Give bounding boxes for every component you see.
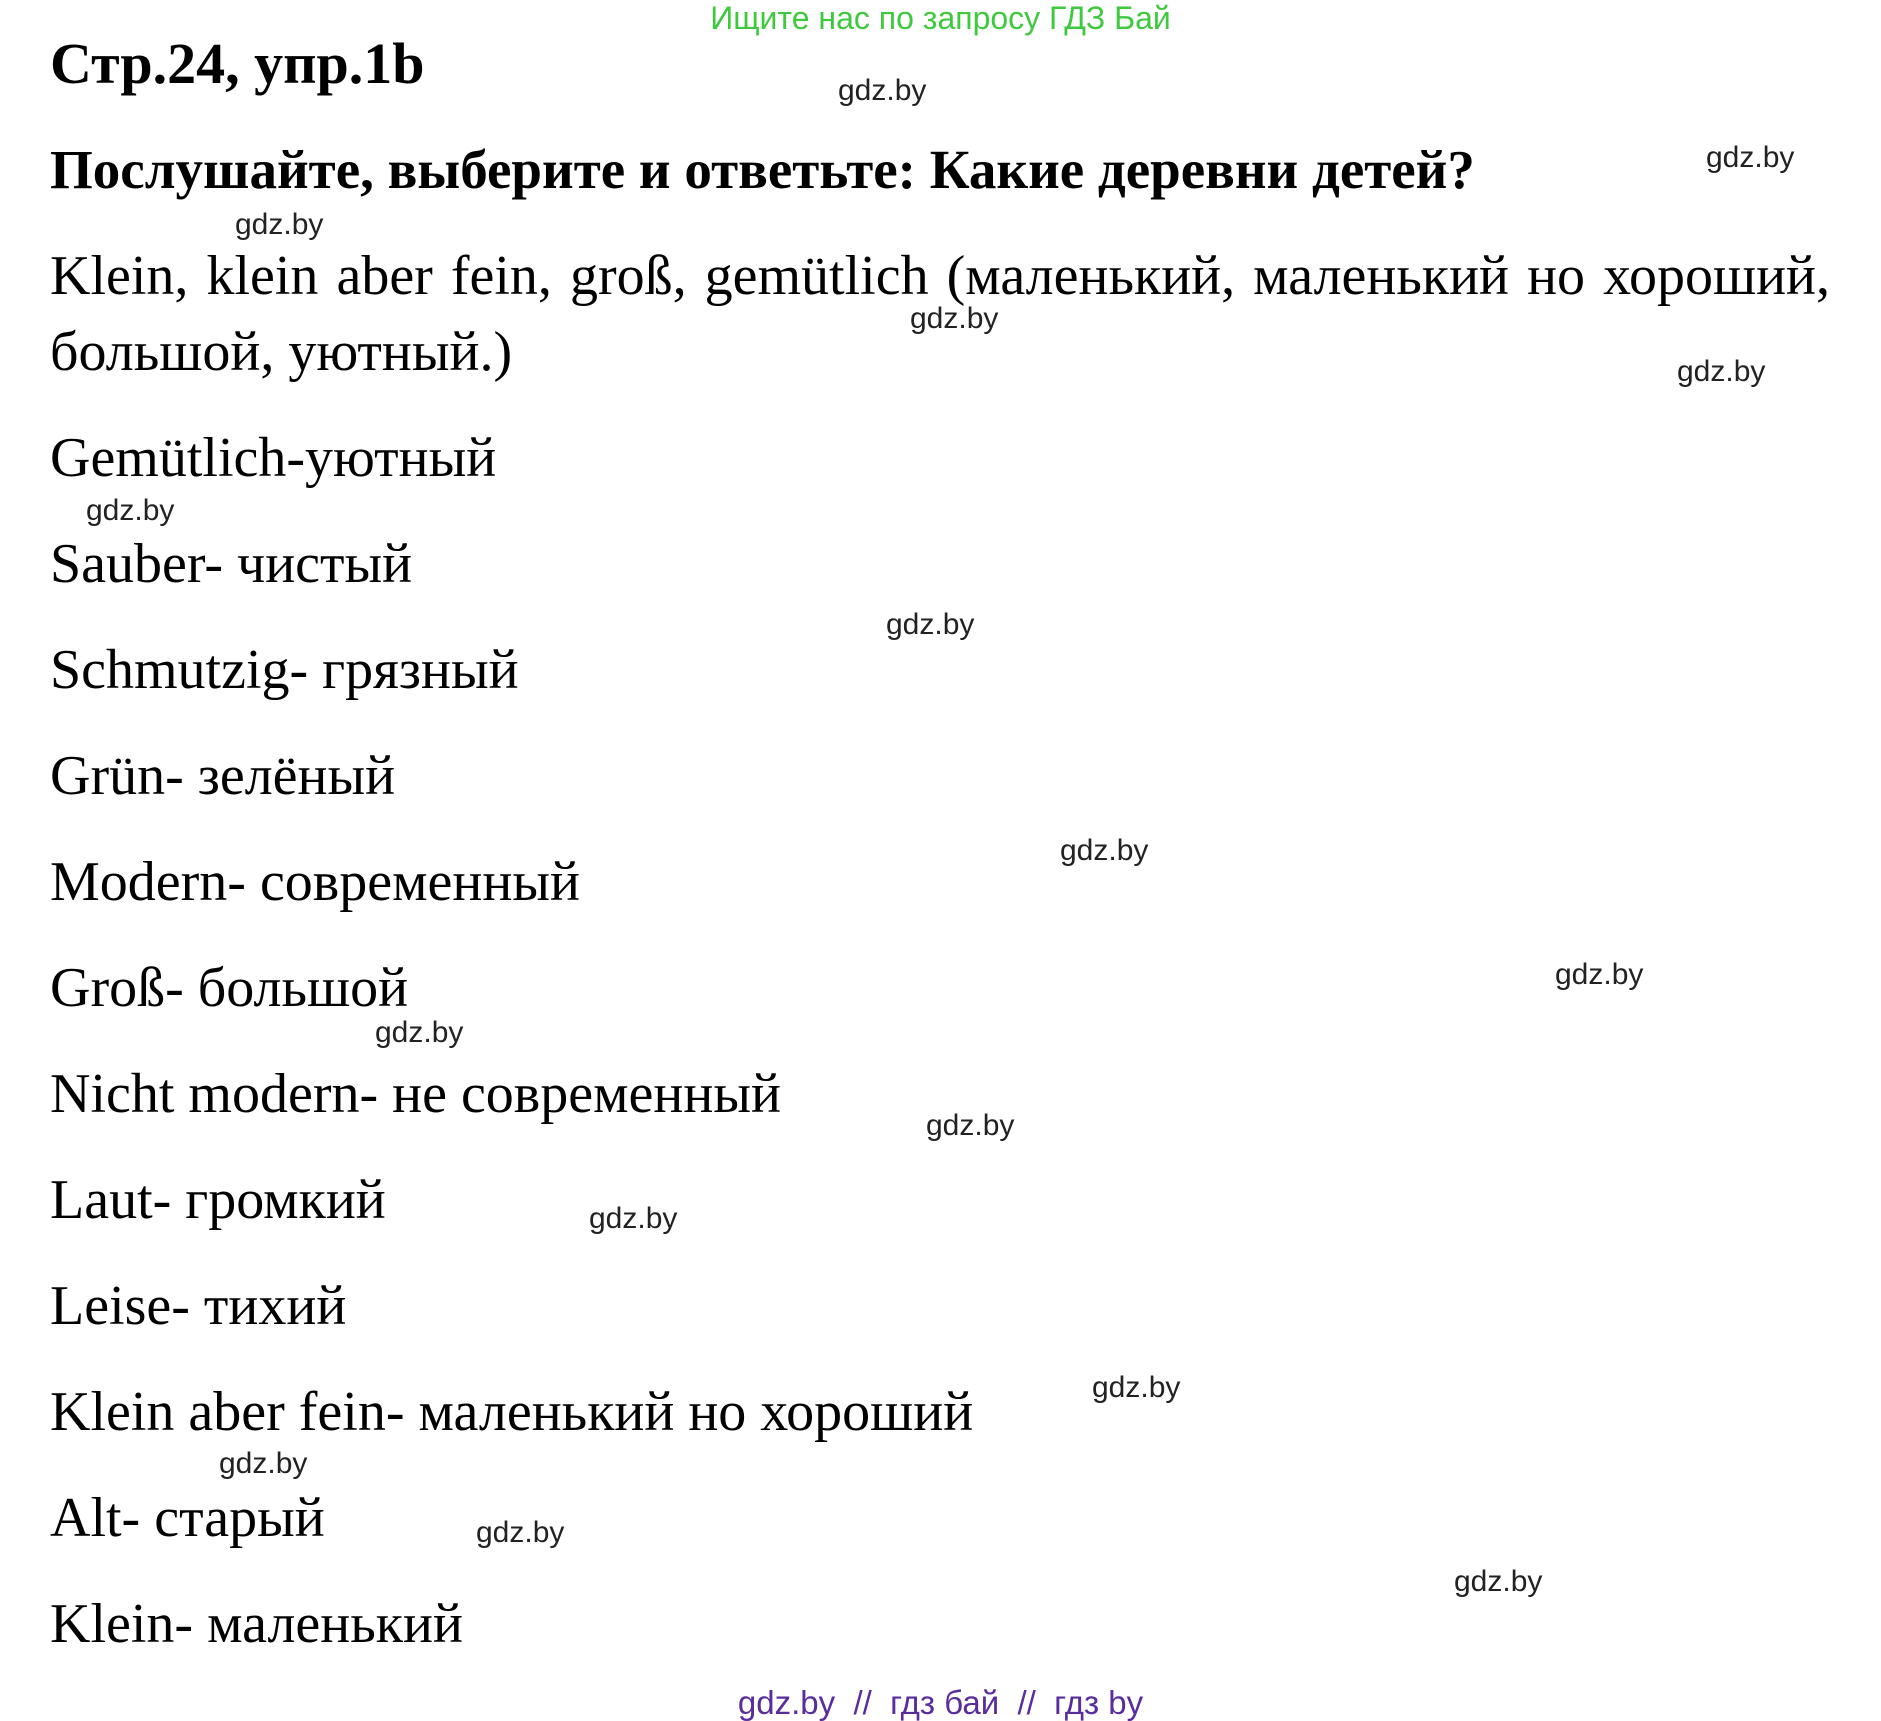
vocab-item: Modern- современный xyxy=(50,851,580,913)
vocab-item: Grün- зелёный xyxy=(50,745,396,807)
watermark: gdz.by xyxy=(838,74,927,107)
watermark: gdz.by xyxy=(235,208,324,241)
vocab-item: Sauber- чистый xyxy=(50,533,413,595)
watermark: gdz.by xyxy=(1555,958,1644,991)
watermark: gdz.by xyxy=(910,302,999,335)
watermark: gdz.by xyxy=(476,1516,565,1549)
vocab-item: Schmutzig- грязный xyxy=(50,639,519,701)
vocab-item: Laut- громкий xyxy=(50,1169,386,1231)
watermark: gdz.by xyxy=(86,494,175,527)
watermark: gdz.by xyxy=(219,1447,308,1480)
vocab-item: Alt- старый xyxy=(50,1487,325,1549)
watermark: gdz.by xyxy=(375,1016,464,1049)
watermark: gdz.by xyxy=(589,1202,678,1235)
watermark: gdz.by xyxy=(1677,355,1766,388)
vocab-item: Klein- маленький xyxy=(50,1593,463,1655)
watermark: gdz.by xyxy=(886,608,975,641)
vocab-list xyxy=(50,420,973,1692)
vocab-item: Gemütlich-уютный xyxy=(50,427,497,489)
task-heading: Послушайте, выберите и ответьте: Какие деревни детей? xyxy=(50,139,1475,200)
watermark: gdz.by xyxy=(1706,141,1795,174)
top-banner: Ищите нас по запросу ГДЗ Бай xyxy=(710,0,1171,36)
vocab-item: Groß- большой xyxy=(50,957,409,1019)
footer-links: gdz.by // гдз бай // гдз by xyxy=(737,1684,1144,1721)
watermark: gdz.by xyxy=(1454,1565,1543,1598)
vocab-item: Leise- тихий xyxy=(50,1275,347,1337)
vocab-item: Klein aber fein- маленький но хороший xyxy=(50,1381,974,1443)
answer-text: Klein, klein aber fein, groß, gemütlich (маленький, маленький но хороший, большой, уютный.) xyxy=(50,245,1830,383)
watermark: gdz.by xyxy=(1060,834,1149,867)
watermark: gdz.by xyxy=(926,1109,1015,1142)
page-title: Стр.24, упр.1b xyxy=(50,31,425,96)
vocab-item: Nicht modern- не современный xyxy=(50,1063,781,1125)
watermark: gdz.by xyxy=(1092,1371,1181,1404)
